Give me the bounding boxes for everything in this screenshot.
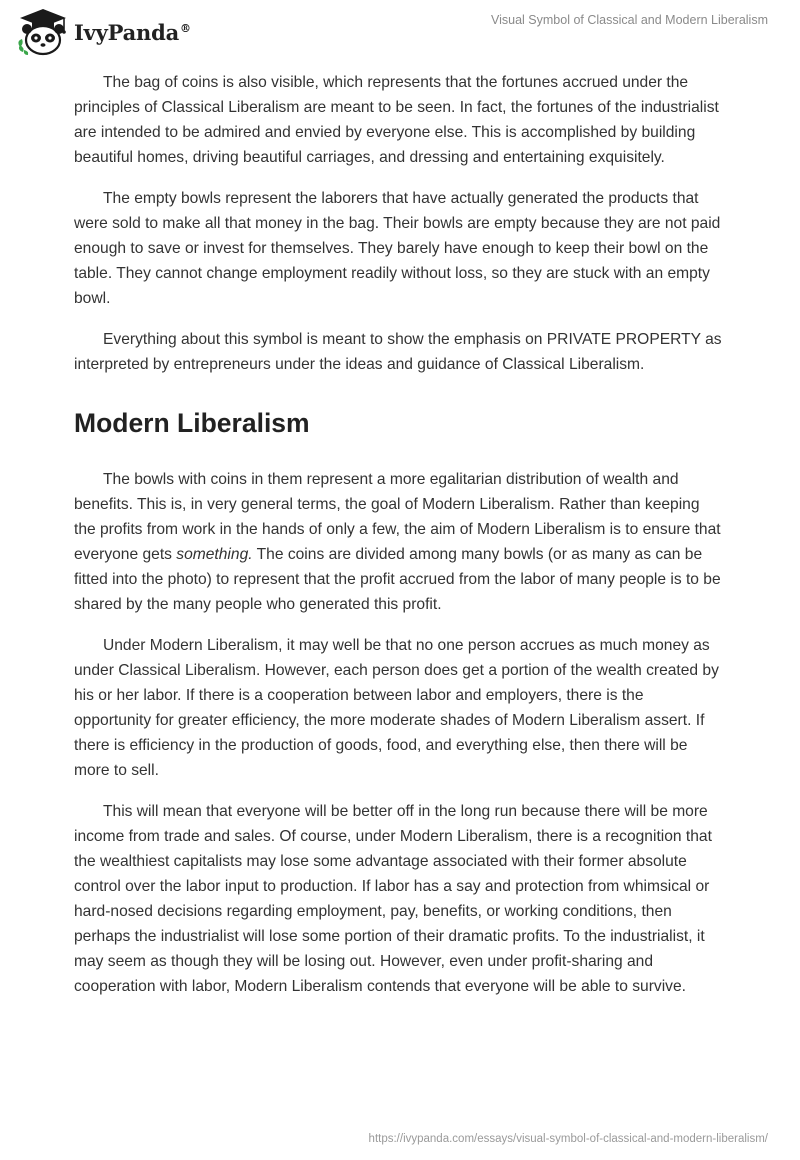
article-body (74, 70, 724, 1015)
paragraph: The empty bowls represent the laborers that have actually generated the products that were sold to make all that money in the bag. Their bowls are empty because they are not paid enough to save or invest for themselves. They barely have enough to keep their bowl on the table. They cannot change employment readily without loss, so they are stuck with an empty bowl. (74, 190, 721, 307)
paragraph: The bag of coins is also visible, which represents that the fortunes accrued under the principles of Classical Liberalism are meant to be seen. In fact, the fortunes of the industrialist are intended to be admired and envied by everyone else. This is accomplished by building beautiful homes, driving beautiful carriages, and dressing and entertaining exquisitely. (74, 74, 719, 166)
paragraph: The bowls with coins in them represent a more egalitarian distribution of wealth and benefits. This is, in very general terms, the goal of Modern Liberalism. Rather than keeping the profits from work in the hands of only a few, the aim of Modern Liberalism is to ensure that everyone gets something. The coins are divided among many bowls (or as many as can be fitted into the photo) to represent that the profit accrued from the labor of many people is to be shared by the many people who generated this profit. (74, 471, 721, 613)
paragraph: Under Modern Liberalism, it may well be that no one person accrues as much money as under Classical Liberalism. However, each person does get a portion of the wealth created by his or her labor. If there is a cooperation between labor and employers, there is the opportunity for greater efficiency, the more moderate shades of Modern Liberalism assert. If there is efficiency in the production of goods, food, and everything else, then there will be more to sell. (74, 637, 719, 779)
emphasis-text: something. (176, 546, 253, 563)
brand-name: IvyPanda® (74, 19, 191, 45)
section-heading: Modern Liberalism (74, 408, 310, 438)
document-title: Visual Symbol of Classical and Modern Liberalism (491, 13, 768, 27)
panda-graduate-icon (14, 7, 72, 57)
source-url[interactable]: https://ivypanda.com/essays/visual-symbol-of-classical-and-modern-liberalism/ (368, 1133, 768, 1145)
paragraph: This will mean that everyone will be better off in the long run because there will be more income from trade and sales. Of course, under Modern Liberalism, there is a recognition that the wealthiest capitalists may lose some advantage associated with their former absolute control over the labor input to production. If labor has a say and protection from whimsical or hard-nosed decisions regarding employment, pay, benefits, or working conditions, then perhaps the industrialist will lose some portion of their dramatic profits. To the industrialist, it may seem as though they will be losing out. However, even under profit-sharing and cooperation with labor, Modern Liberalism contends that everyone will be able to survive. (74, 803, 712, 995)
page-header (0, 0, 800, 60)
paragraph: Everything about this symbol is meant to show the emphasis on PRIVATE PROPERTY as interpreted by entrepreneurs under the ideas and guidance of Classical Liberalism. (74, 331, 722, 373)
ivypanda-logo[interactable] (14, 7, 191, 57)
